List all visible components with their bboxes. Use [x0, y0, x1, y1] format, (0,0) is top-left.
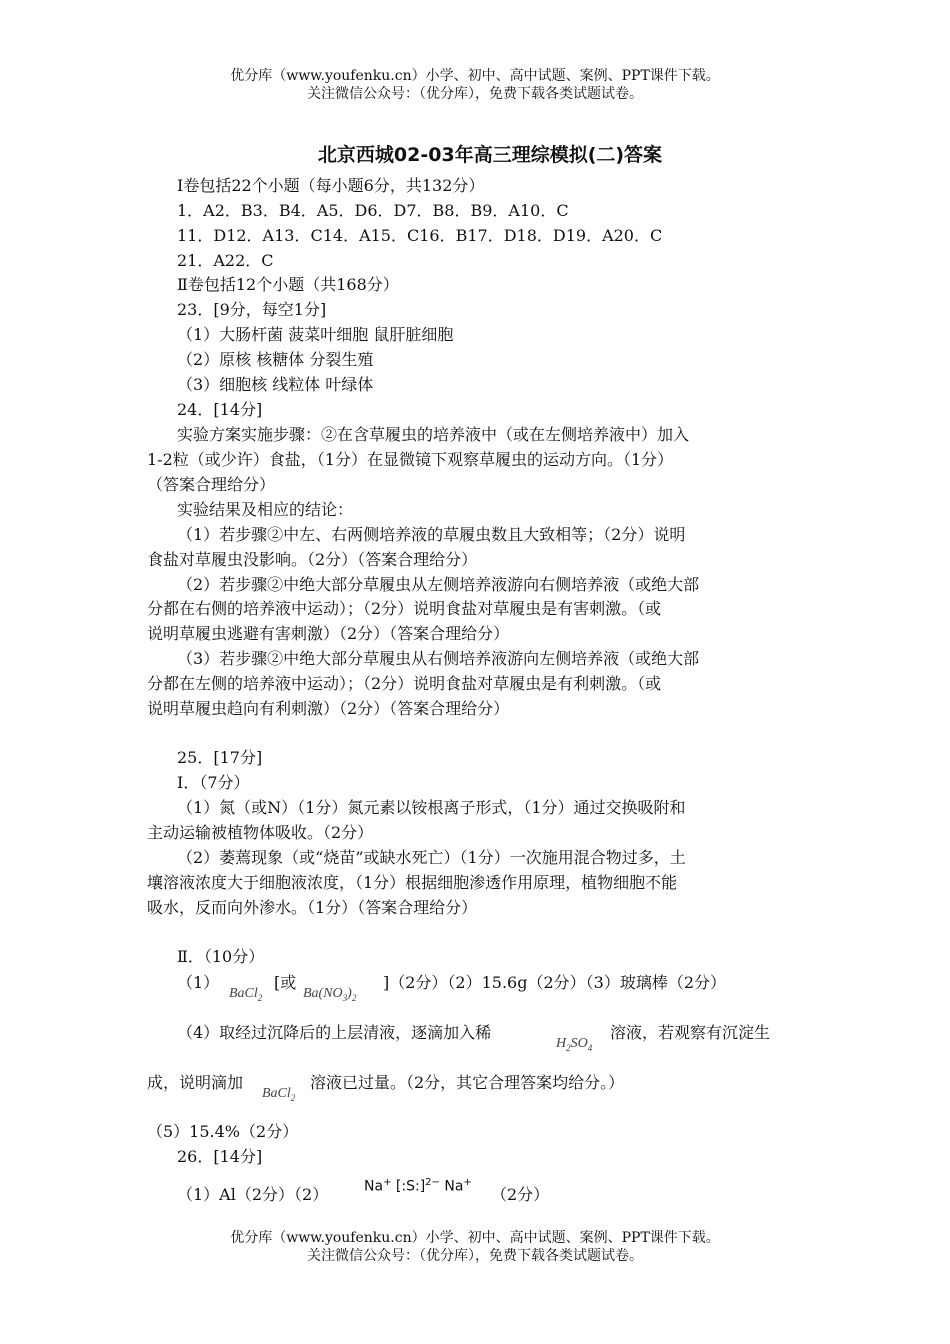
text-line: （2分）	[491, 1185, 550, 1204]
text-line: （2）若步骤②中绝大部分草履虫从左侧培养液游向右侧培养液（或绝大部	[177, 575, 700, 594]
text-line: （2）萎蔫现象（或“烧苗”或缺水死亡）（1分）一次施用混合物过多，土	[177, 848, 686, 867]
text-line: （5）15.4%（2分）	[147, 1122, 299, 1141]
text-line: Ⅱ．（10分）	[177, 947, 265, 966]
text-line: 食盐对草履虫没影响。（2分）（答案合理给分）	[147, 550, 478, 569]
page-title: 北京西城02-03年高三理综模拟(二)答案	[317, 144, 663, 166]
header-line-2: 关注微信公众号：（优分库），免费下载各类试题试卷。	[307, 86, 643, 102]
text-line: （1）大肠杆菌 菠菜叶细胞 鼠肝脏细胞	[177, 325, 454, 344]
formula-bacl2: BaCl$_2$	[262, 1086, 296, 1103]
text-line: Ⅰ卷包括22个小题（每小题6分，共132分）	[177, 176, 485, 195]
footer-line-2: 关注微信公众号：（优分库），免费下载各类试题试卷。	[307, 1248, 643, 1264]
text-line: （3）若步骤②中绝大部分草履虫从右侧培养液游向左侧培养液（或绝大部	[177, 649, 700, 668]
formula-h2so4: $H_2SO_4$	[556, 1036, 593, 1053]
text-line: （2）原核 核糖体 分裂生殖	[177, 350, 374, 369]
formula-na2s-electron-dot: Na+ [:S:]$^{2-}$ Na+	[364, 1177, 472, 1195]
footer-line-1: 优分库（www.youfenku.cn）小学、初中、高中试题、案例、PPT课件下载。	[230, 1230, 720, 1246]
text-line: （4）取经过沉降后的上层清液，逐滴加入稀	[177, 1023, 492, 1042]
text-line: 实验结果及相应的结论：	[177, 500, 354, 519]
header-line-1: 优分库（www.youfenku.cn）小学、初中、高中试题、案例、PPT课件下载。	[230, 68, 720, 84]
text-line: 溶液，若观察有沉淀生	[610, 1023, 771, 1042]
text-line: 25．[17分]	[177, 748, 263, 767]
text-line: 26．[14分]	[177, 1147, 263, 1166]
text-line: 23．[9分，每空1分]	[177, 300, 327, 319]
formula-ba-no3-2: $Ba(NO_3)_2$	[303, 986, 357, 1003]
text-line: 实验方案实施步骤：②在含草履虫的培养液中（或在左侧培养液中）加入	[177, 425, 690, 444]
text-line: 21．A22．C	[177, 251, 274, 270]
text-line: 溶液已过量。（2分，其它合理答案均给分。）	[310, 1073, 625, 1092]
text-line: 说明草履虫趋向有利刺激）（2分）（答案合理给分）	[147, 699, 510, 718]
text-line: 吸水，反而向外渗水。（1分）（答案合理给分）	[147, 898, 478, 917]
text-line: （答案合理给分）	[147, 475, 276, 494]
text-line: ]（2分）（2）15.6g（2分）（3）玻璃棒（2分）	[383, 973, 727, 992]
text-line: （3）细胞核 线粒体 叶绿体	[177, 375, 374, 394]
formula-bacl2: BaCl$_2$	[229, 986, 263, 1003]
text-line: [或	[274, 973, 297, 992]
text-line: Ⅰ．（7分）	[177, 773, 250, 792]
text-line: 24．[14分]	[177, 400, 263, 419]
text-line: （1）若步骤②中左、右两侧培养液的草履虫数且大致相等；（2分）说明	[177, 525, 686, 544]
text-line: 分都在右侧的培养液中运动）；（2分）说明食盐对草履虫是有害刺激。（或	[147, 599, 662, 618]
text-line: 壤溶液浓度大于细胞液浓度，（1分）根据细胞渗透作用原理，植物细胞不能	[147, 873, 678, 892]
text-line: （1）氮（或N）（1分）氮元素以铵根离子形式，（1分）通过交换吸附和	[177, 798, 686, 817]
text-line: 1-2粒（或少许）食盐，（1分）在显微镜下观察草履虫的运动方向。（1分）	[147, 450, 674, 469]
text-line: 主动运输被植物体吸收。（2分）	[147, 823, 374, 842]
text-line: 说明草履虫逃避有害刺激）（2分）（答案合理给分）	[147, 624, 510, 643]
text-line: Ⅱ卷包括12个小题（共168分）	[177, 275, 399, 294]
text-line: 分都在左侧的培养液中运动）；（2分）说明食盐对草履虫是有利刺激。（或	[147, 674, 662, 693]
text-line: 11．D12．A13．C14．A15．C16．B17．D18．D19．A20．C	[177, 226, 663, 245]
text-line: （1）	[177, 973, 220, 992]
text-line: 成，说明滴加	[147, 1073, 244, 1092]
text-line: 1．A2．B3．B4．A5．D6．D7．B8．B9．A10．C	[177, 201, 569, 220]
text-line: （1）Al（2分）（2）	[177, 1185, 329, 1204]
